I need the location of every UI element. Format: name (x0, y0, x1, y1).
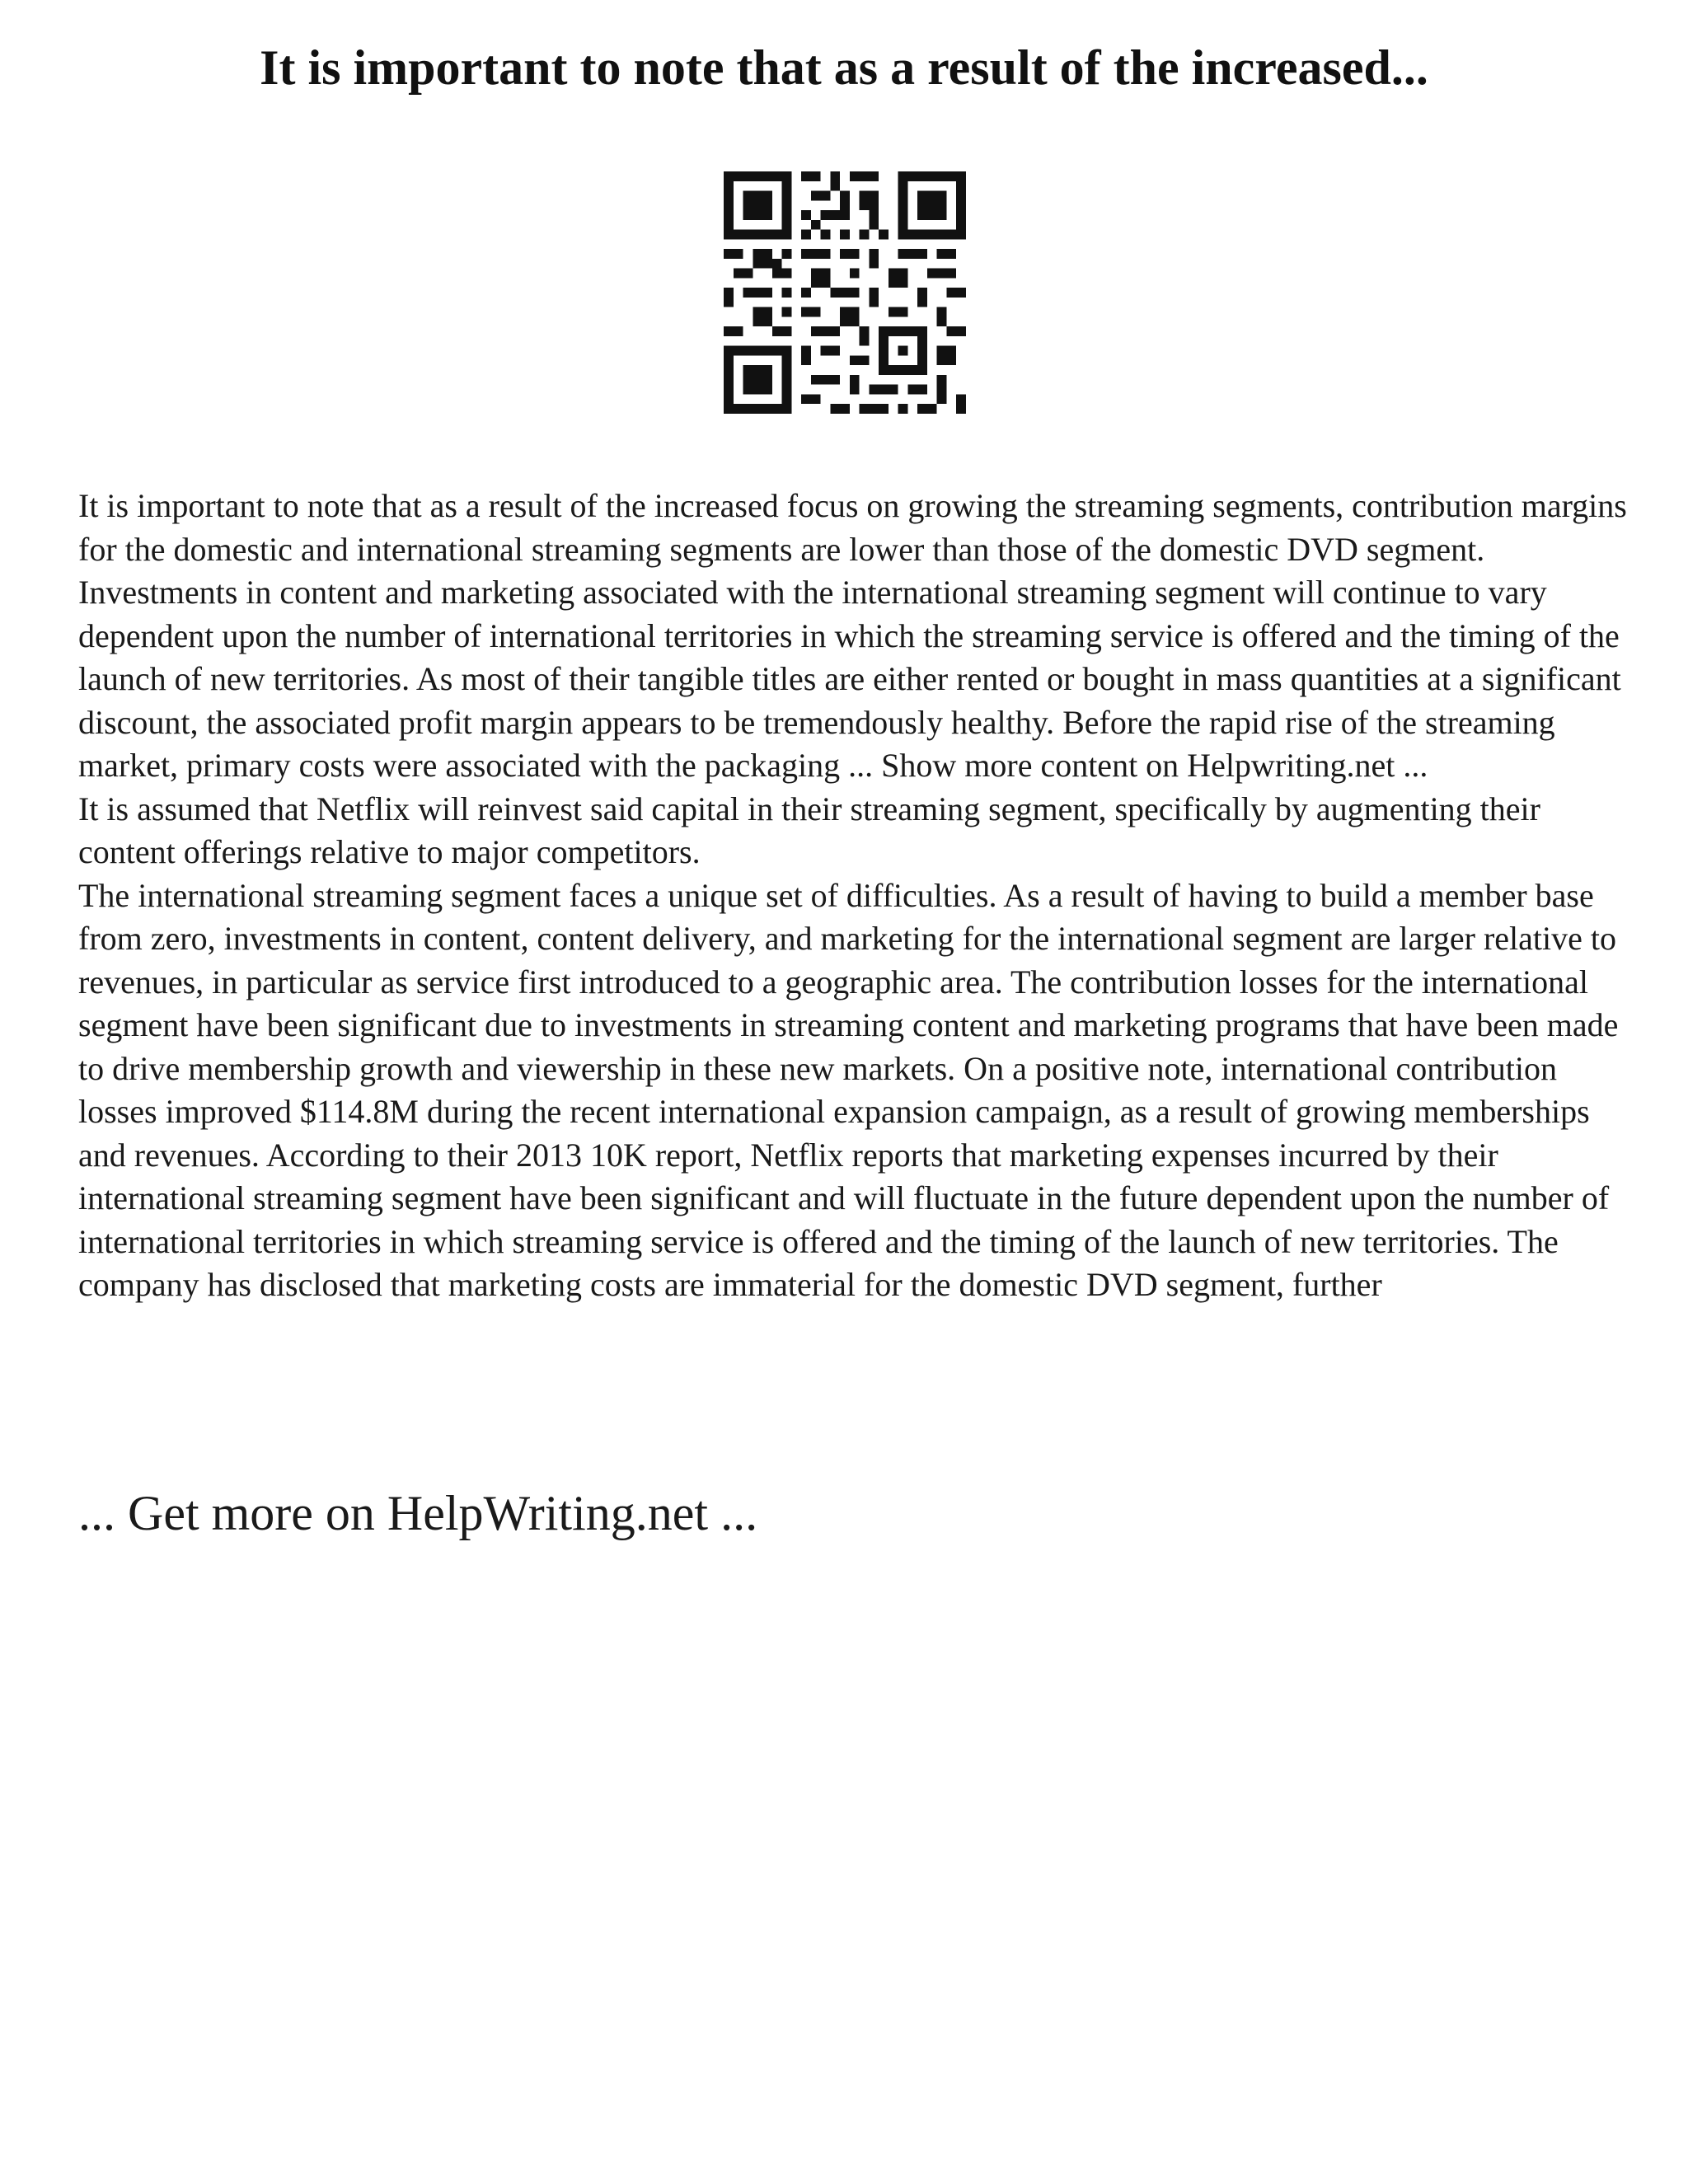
page-title: It is important to note that as a result of the increased... (260, 40, 1428, 95)
paragraph: It is important to note that as a result of the increased focus on growing the streaming segments, contribution margins for the domestic and international streaming segments are lower than those of the domestic DVD segment. Investments in content and marketing associated with the international streaming segment will continue to vary dependent upon the number of international territories in which the streaming service is offered and the timing of the launch of new territories. As most of their tangible titles are either rented or bought in mass quantities at a significant discount, the associated profit margin appears to be tremendously healthy. Before the rapid rise of the streaming market, primary costs were associated with the packaging ... Show more content on Helpwriting.net ... (78, 487, 1627, 784)
article-body (78, 485, 1628, 1307)
qr-code-icon (724, 171, 966, 414)
get-more-link[interactable]: ... Get more on HelpWriting.net ... (78, 1486, 758, 1540)
paragraph: It is assumed that Netflix will reinvest said capital in their streaming segment, specifically by augmenting their content offerings relative to major competitors. (78, 790, 1540, 870)
paragraph: The international streaming segment faces a unique set of difficulties. As a result of having to build a member base from zero, investments in content, content delivery, and marketing for the international segment are larger relative to revenues, in particular as service first introduced to a geographic area. The contribution losses for the international segment have been significant due to investments in streaming content and marketing programs that have been made to drive membership growth and viewership in these new markets. On a positive note, international contribution losses improved $114.8M during the recent international expansion campaign, as a result of growing memberships and revenues. According to their 2013 10K report, Netflix reports that marketing expenses incurred by their international streaming segment have been significant and will fluctuate in the future dependent upon the number of international territories in which streaming service is offered and the timing of the launch of new territories. The company has disclosed that marketing costs are immaterial for the domestic DVD segment, further (78, 876, 1619, 1303)
